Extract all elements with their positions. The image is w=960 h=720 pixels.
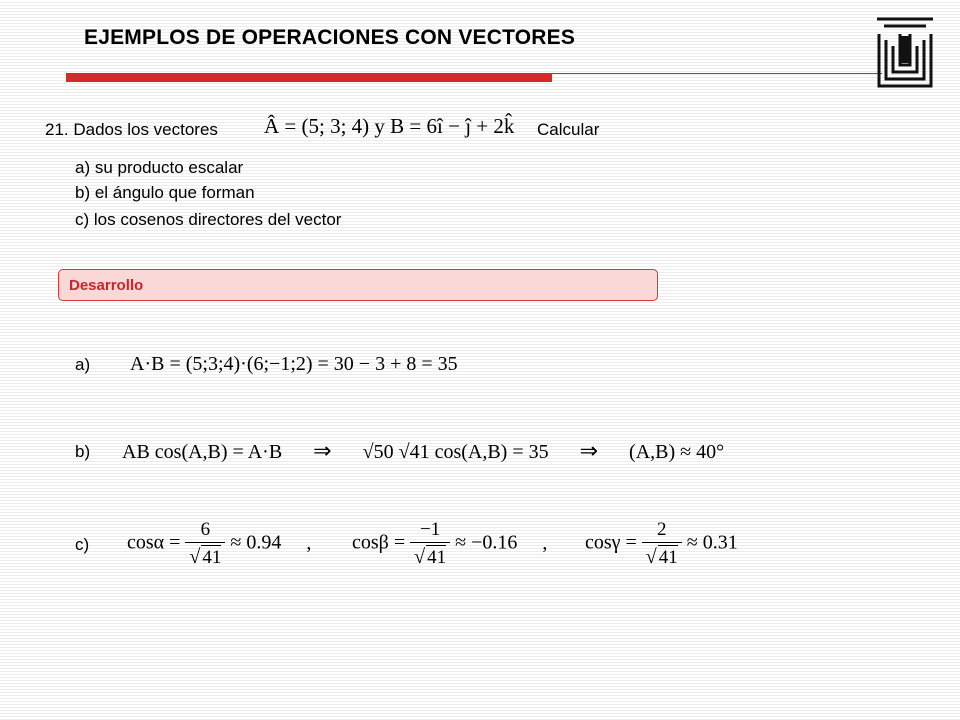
implies-arrow-2: ⇒ bbox=[579, 438, 599, 463]
calculate-label: Calcular bbox=[537, 120, 600, 139]
institution-logo bbox=[874, 16, 936, 90]
direction-cosine-gamma bbox=[585, 518, 738, 570]
separator-comma: , bbox=[306, 531, 312, 554]
cos-gamma-denominator: √ 41 bbox=[642, 542, 682, 570]
answer-b-part1: AB cos(A,B) = A·B bbox=[122, 441, 283, 463]
question-c: c) los cosenos directores del vector bbox=[75, 210, 342, 229]
direction-cosine-beta bbox=[352, 518, 547, 570]
cos-gamma-approx: ≈ 0.31 bbox=[686, 531, 738, 554]
answer-b-part3: (A,B) ≈ 40° bbox=[629, 441, 725, 463]
development-label: Desarrollo bbox=[69, 277, 144, 294]
problem-vectors: Â = (5; 3; 4) y B = 6î − ĵ + 2k̂ bbox=[264, 114, 515, 138]
answer-a-label: a) bbox=[75, 355, 91, 374]
cos-beta-numerator: −1 bbox=[420, 519, 441, 540]
question-b: b) el ángulo que forman bbox=[75, 183, 255, 202]
answer-b-label: b) bbox=[75, 442, 91, 461]
cos-gamma-numerator: 2 bbox=[657, 519, 667, 540]
cos-alpha-approx: ≈ 0.94 bbox=[230, 531, 282, 554]
separator-comma: , bbox=[542, 531, 548, 554]
cos-beta-lhs: cosβ = bbox=[352, 531, 406, 554]
title-underline-line bbox=[552, 73, 882, 74]
cos-alpha-numerator: 6 bbox=[200, 519, 211, 540]
problem-statement: 21. Dados los vectores bbox=[45, 120, 218, 139]
answer-b-part2: √50 √41 cos(A,B) = 35 bbox=[362, 441, 549, 463]
answer-b-equation bbox=[122, 438, 724, 464]
answer-c-label: c) bbox=[75, 535, 90, 554]
cos-alpha-fraction bbox=[185, 518, 225, 570]
cos-beta-denominator: √ 41 bbox=[410, 542, 450, 570]
direction-cosine-alpha bbox=[127, 518, 311, 570]
question-a: a) su producto escalar bbox=[75, 158, 244, 177]
title-underline-bar bbox=[66, 73, 552, 82]
cos-gamma-fraction bbox=[642, 518, 682, 570]
implies-arrow-1: ⇒ bbox=[313, 438, 332, 463]
cos-beta-fraction bbox=[410, 518, 450, 570]
cos-alpha-denominator: √ 41 bbox=[185, 542, 225, 570]
answer-a-equation: A·B = (5;3;4)·(6;−1;2) = 30 − 3 + 8 = 35 bbox=[130, 353, 458, 375]
development-header bbox=[58, 269, 658, 301]
page-title: EJEMPLOS DE OPERACIONES CON VECTORES bbox=[84, 26, 576, 49]
cos-beta-approx: ≈ −0.16 bbox=[455, 531, 518, 554]
cos-gamma-lhs: cosγ = bbox=[585, 531, 637, 554]
cos-alpha-lhs: cosα = bbox=[127, 531, 181, 554]
